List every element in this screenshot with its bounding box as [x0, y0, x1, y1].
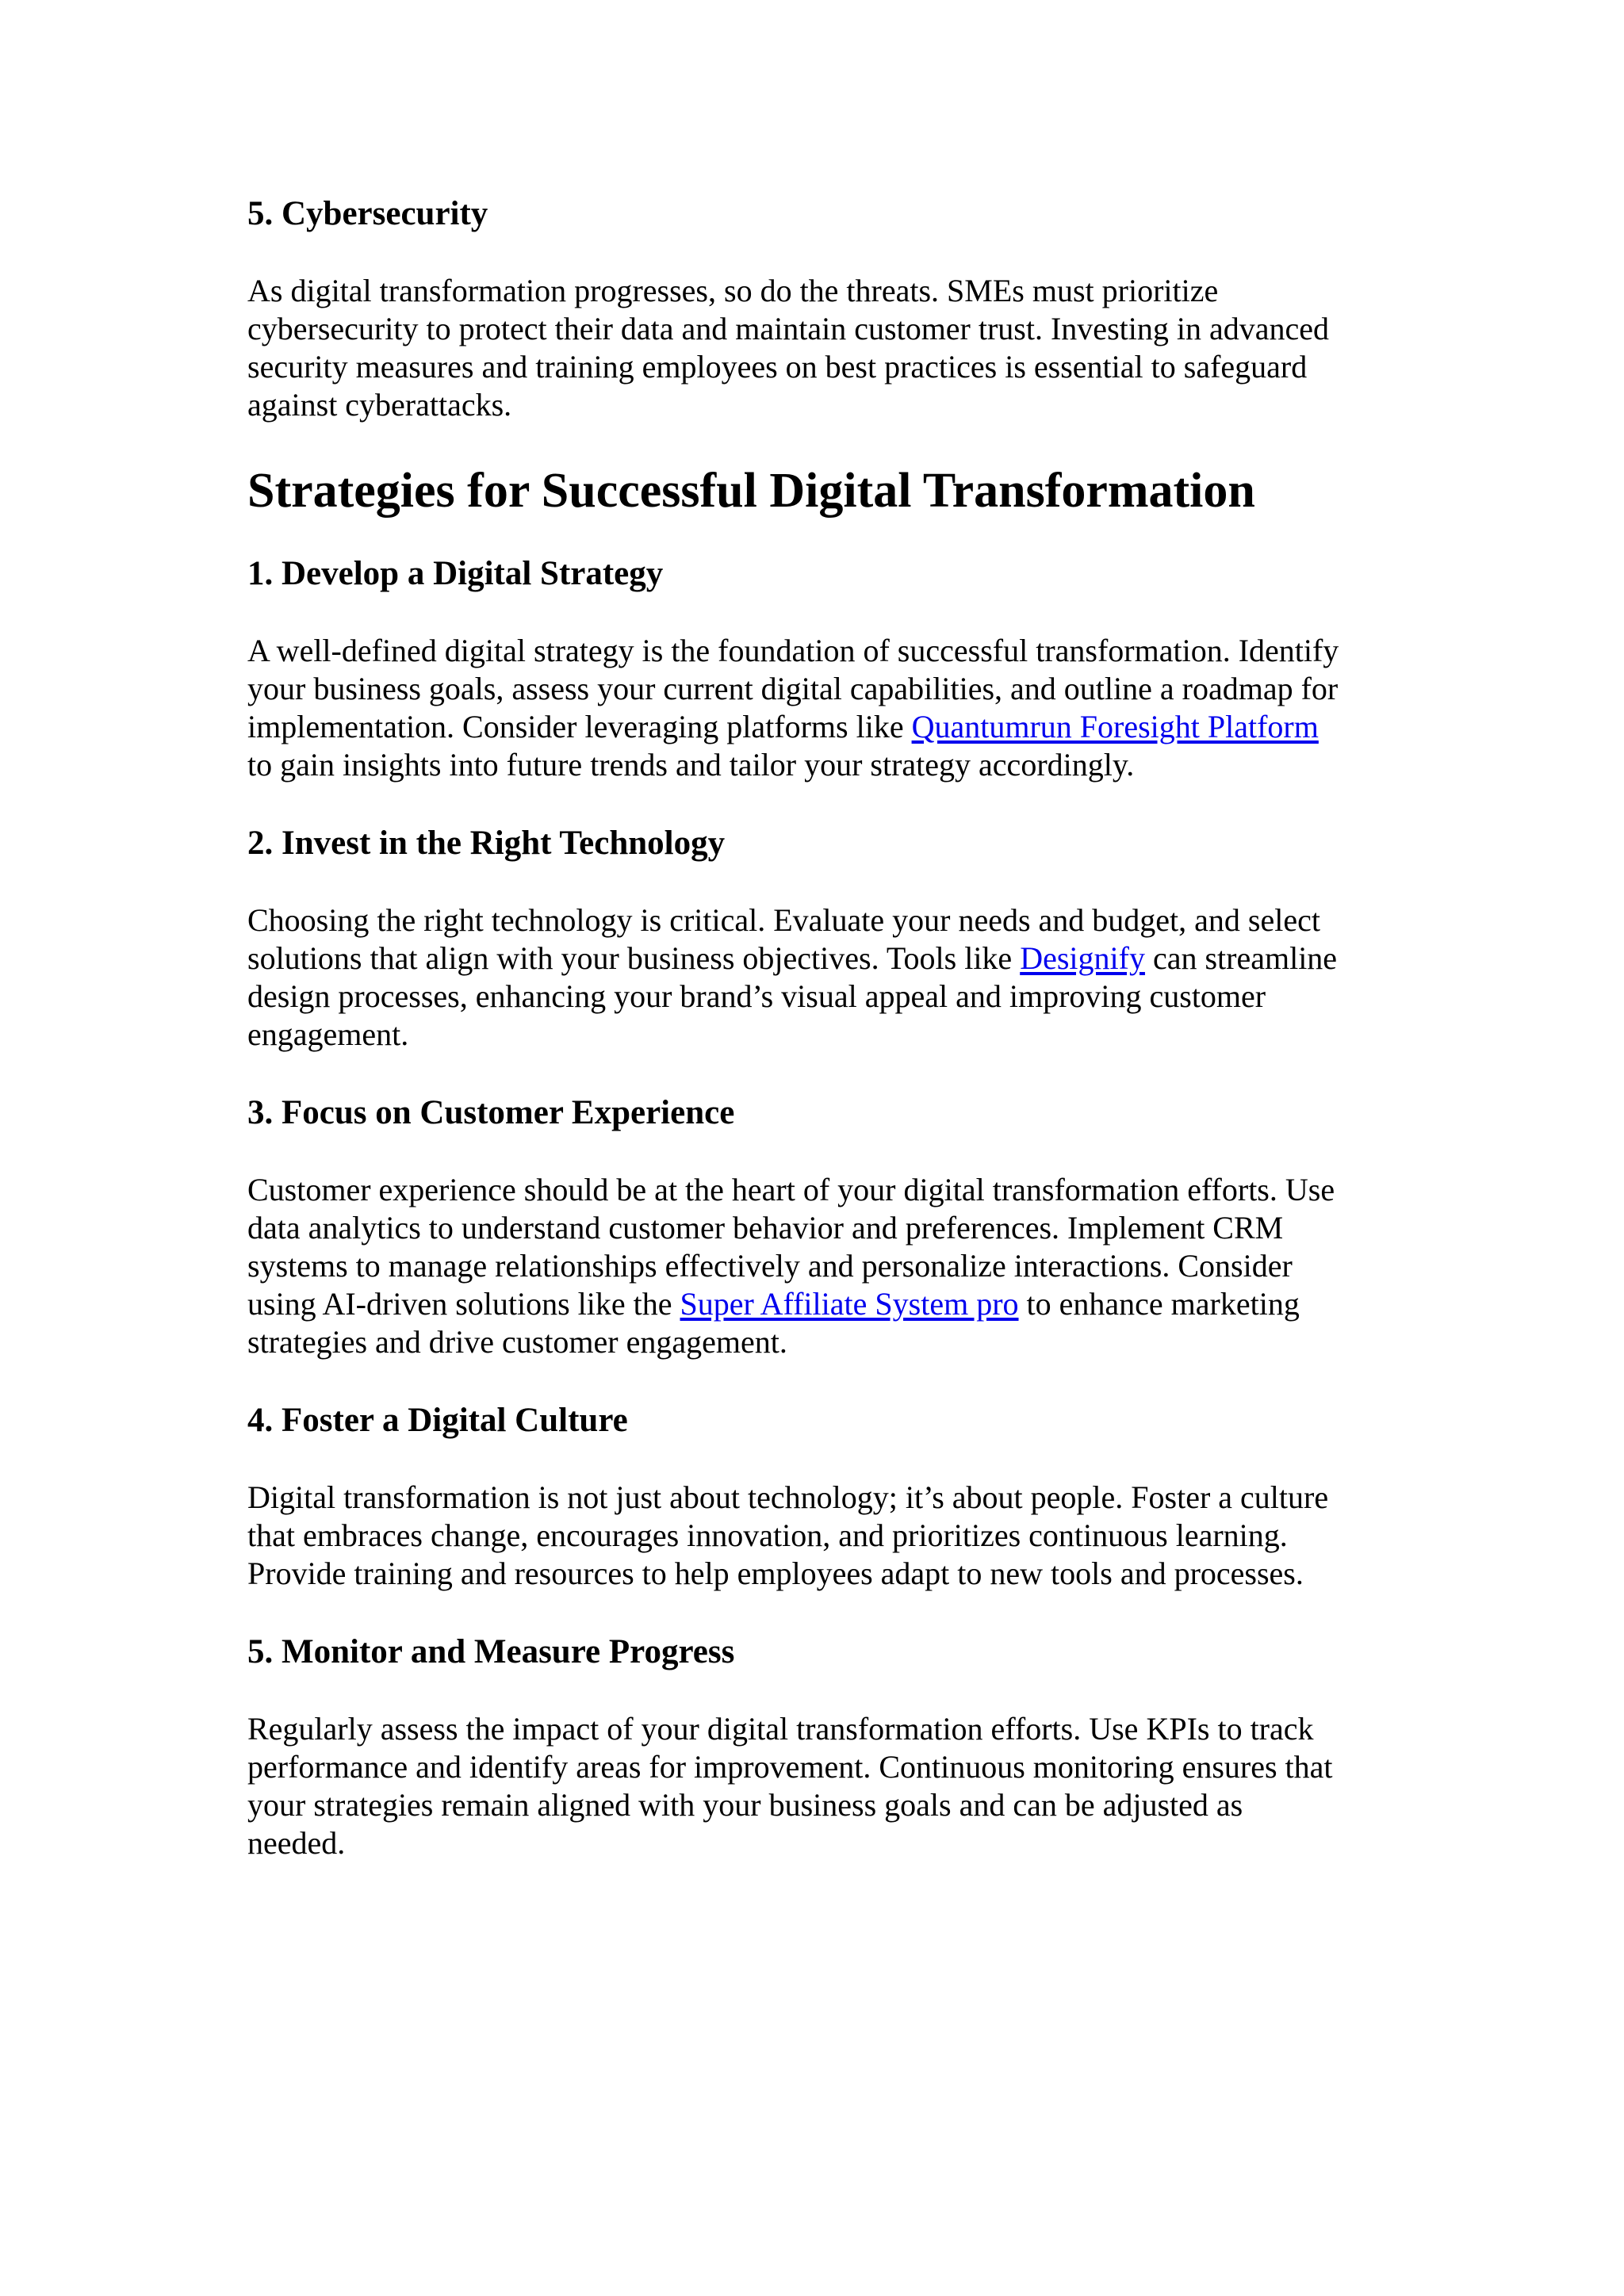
- text-segment: implementation. Consider leveraging platforms like: [247, 709, 912, 744]
- paragraph-digital-culture: [247, 1479, 1389, 1593]
- text-line: design processes, enhancing your brand’s visual appeal and improving customer: [247, 978, 1266, 1014]
- text-line: [247, 939, 1389, 978]
- link-super-affiliate-system-pro[interactable]: Super Affiliate System pro: [680, 1286, 1019, 1322]
- link-designify[interactable]: Designify: [1020, 940, 1145, 976]
- section-title-cybersecurity: 5. Cybersecurity: [247, 195, 488, 232]
- paragraph-right-technology: [247, 901, 1389, 1054]
- text-line: data analytics to understand customer behavior and preferences. Implement CRM: [247, 1210, 1284, 1246]
- paragraph-customer-experience: [247, 1171, 1389, 1361]
- text-segment: can streamline: [1144, 940, 1338, 976]
- text-line: strategies and drive customer engagement.: [247, 1324, 787, 1360]
- text-line: Provide training and resources to help employees adapt to new tools and processes.: [247, 1556, 1304, 1591]
- text-line: against cyberattacks.: [247, 387, 512, 423]
- text-line: cybersecurity to protect their data and maintain customer trust. Investing in advanced: [247, 311, 1329, 346]
- paragraph-cybersecurity: [247, 272, 1389, 424]
- text-line: your business goals, assess your current digital capabilities, and outline a roadmap for: [247, 671, 1339, 706]
- text-segment: solutions that align with your business objectives. Tools like: [247, 940, 1021, 976]
- section-title-right-technology: 2. Invest in the Right Technology: [247, 825, 726, 862]
- document-page: [247, 194, 1389, 1862]
- text-segment: using AI-driven solutions like the: [247, 1286, 680, 1322]
- text-line: Choosing the right technology is critical. Evaluate your needs and budget, and select: [247, 902, 1320, 938]
- text-line: performance and identify areas for improvement. Continuous monitoring ensures that: [247, 1749, 1333, 1785]
- text-line: Regularly assess the impact of your digital transformation efforts. Use KPIs to track: [247, 1711, 1314, 1747]
- text-line: [247, 1285, 1389, 1323]
- text-line: As digital transformation progresses, so do the threats. SMEs must prioritize: [247, 273, 1219, 308]
- section-title-customer-experience: 3. Focus on Customer Experience: [247, 1094, 735, 1131]
- text-line: to gain insights into future trends and tailor your strategy accordingly.: [247, 747, 1135, 783]
- link-quantumrun-foresight-platform[interactable]: Quantumrun Foresight Platform: [911, 709, 1319, 744]
- text-line: needed.: [247, 1825, 346, 1861]
- text-line: Customer experience should be at the heart of your digital transformation efforts. Use: [247, 1172, 1335, 1207]
- strategies-heading: Strategies for Successful Digital Transformation: [247, 464, 1255, 518]
- text-line: A well-defined digital strategy is the foundation of successful transformation. Identify: [247, 633, 1339, 668]
- text-line: systems to manage relationships effectively and personalize interactions. Consider: [247, 1248, 1293, 1284]
- paragraph-digital-strategy: [247, 632, 1389, 784]
- section-title-digital-culture: 4. Foster a Digital Culture: [247, 1402, 628, 1439]
- text-line: your strategies remain aligned with your business goals and can be adjusted as: [247, 1787, 1243, 1823]
- text-line: [247, 708, 1389, 746]
- section-title-digital-strategy: 1. Develop a Digital Strategy: [247, 555, 664, 592]
- text-line: engagement.: [247, 1016, 409, 1052]
- text-segment: to enhance marketing: [1018, 1286, 1300, 1322]
- text-line: Digital transformation is not just about technology; it’s about people. Foster a culture: [247, 1479, 1329, 1515]
- text-line: that embraces change, encourages innovation, and prioritizes continuous learning.: [247, 1517, 1288, 1553]
- section-title-monitor-progress: 5. Monitor and Measure Progress: [247, 1633, 735, 1670]
- text-line: security measures and training employees on best practices is essential to safeguard: [247, 349, 1308, 385]
- paragraph-monitor-progress: [247, 1710, 1389, 1862]
